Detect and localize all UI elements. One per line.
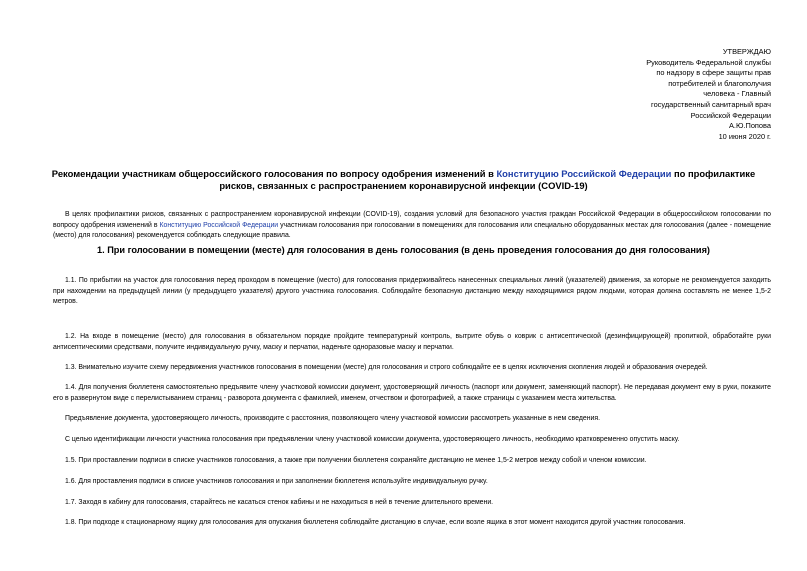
title-text: по профилактике рисков, связанных с распространением коронавирусной инфекции (COVID-19) [219, 168, 756, 191]
paragraph-1-1: 1.1. По прибытии на участок для голосования перед проходом в помещение (место) для голосования придерживайтесь нанесенных специальных линий (указателей) движения, за которые не рекомендуется заходить при нахождении на предыдущей линии (у предыдущего указателя) другого участника голосования. Соблюдайте безопасную дистанцию между находящимися рядом людьми, которая должна составлять не менее 1,5-2 метров. [53, 277, 771, 305]
approval-block [571, 47, 771, 142]
document-title [40, 168, 767, 192]
paragraph-document-distance: Предъявление документа, удостоверяющего личность, производите с расстояния, позволяющего члену участковой комиссии рассмотреть указанные в нем сведения. [65, 415, 601, 422]
intro-text: участникам голосования при голосовании в помещениях для голосования или специально оборудованных местах для голосования (далее - помещение (место) для голосования) рекомендуется соблюдать следующие правила. [53, 221, 771, 239]
paragraph-1-3: 1.3. Внимательно изучите схему передвижения участников голосования в помещении (месте) для голосования и строго соблюдайте ее в целях исключения скопления людей и образования очередей. [65, 364, 708, 371]
intro-paragraph [53, 210, 771, 242]
paragraph-1-8: 1.8. При подходе к стационарному ящику для голосования для опускания бюллетеня соблюдайте дистанцию в случае, если возле ящика в этот момент находится другой участник голосования. [65, 519, 686, 526]
approval-line: государственный санитарный врач [651, 99, 771, 109]
paragraph-identification: С целью идентификации личности участника голосования при предъявлении члену участковой комиссии документа, удостоверяющего личность, необходимо кратковременно опустить маску. [65, 436, 680, 443]
approval-line: Российской Федерации [690, 110, 771, 120]
approval-line: А.Ю.Попова [729, 121, 771, 131]
approval-line: Руководитель Федеральной службы [646, 57, 771, 67]
constitution-link[interactable]: Конституцию Российской Федерации [159, 221, 279, 229]
approval-line: 10 июня 2020 г. [718, 131, 771, 141]
paragraph-1-5: 1.5. При проставлении подписи в списке участников голосования, а также при получении бюллетеня сохраняйте дистанцию не менее 1,5-2 метров между собой и членом комиссии. [65, 457, 647, 464]
constitution-link[interactable]: Конституцию Российской Федерации [496, 168, 672, 179]
paragraph-1-2: 1.2. На входе в помещение (место) для голосования в обязательном порядке пройдите температурный контроль, вытрите обувь о коврик с антисептической (дезинфицирующей) пропиткой, обработайте руки антисептическими средствами, получите индивидуальную ручку, маску и перчатки, наденьте одноразовые маску и перчатки. [53, 333, 771, 351]
paragraph-1-7: 1.7. Заходя в кабину для голосования, старайтесь не касаться стенок кабины и не находиться в ней в течение длительного времени. [65, 499, 494, 506]
intro-text: В целях профилактики рисков, связанных с распространением коронавирусной инфекции (COVID-19), создания условий для безопасного участия граждан Российской Федерации в общероссийском голосовании по вопросу одобрения изменений в [53, 211, 771, 229]
approval-line: человека - Главный [703, 89, 771, 99]
approval-line: по надзору в сфере защиты прав [656, 68, 771, 78]
paragraph-1-6: 1.6. Для проставления подписи в списке участников голосования и при заполнении бюллетеня используйте индивидуальную ручку. [65, 478, 488, 485]
approval-line: УТВЕРЖДАЮ [722, 47, 771, 56]
paragraph-1-4: 1.4. Для получения бюллетеня самостоятельно предъявите члену участковой комиссии документ, удостоверяющий личность (паспорт или документ, заменяющий паспорт). Не передавая документ ему в руки, покажите его в развернутом виде с перелистыванием страниц - разворота документа с фамилией, именем, отчеством и фотографией, а также страницы с указанием места жительства. [53, 384, 771, 402]
approval-line: потребителей и благополучия [668, 78, 771, 88]
title-text: Рекомендации участникам общероссийского голосования по вопросу одобрения изменений в [51, 168, 497, 179]
section-heading: 1. При голосовании в помещении (месте) для голосования в день голосования (в день проведения голосования до дня голосования) [96, 245, 710, 255]
